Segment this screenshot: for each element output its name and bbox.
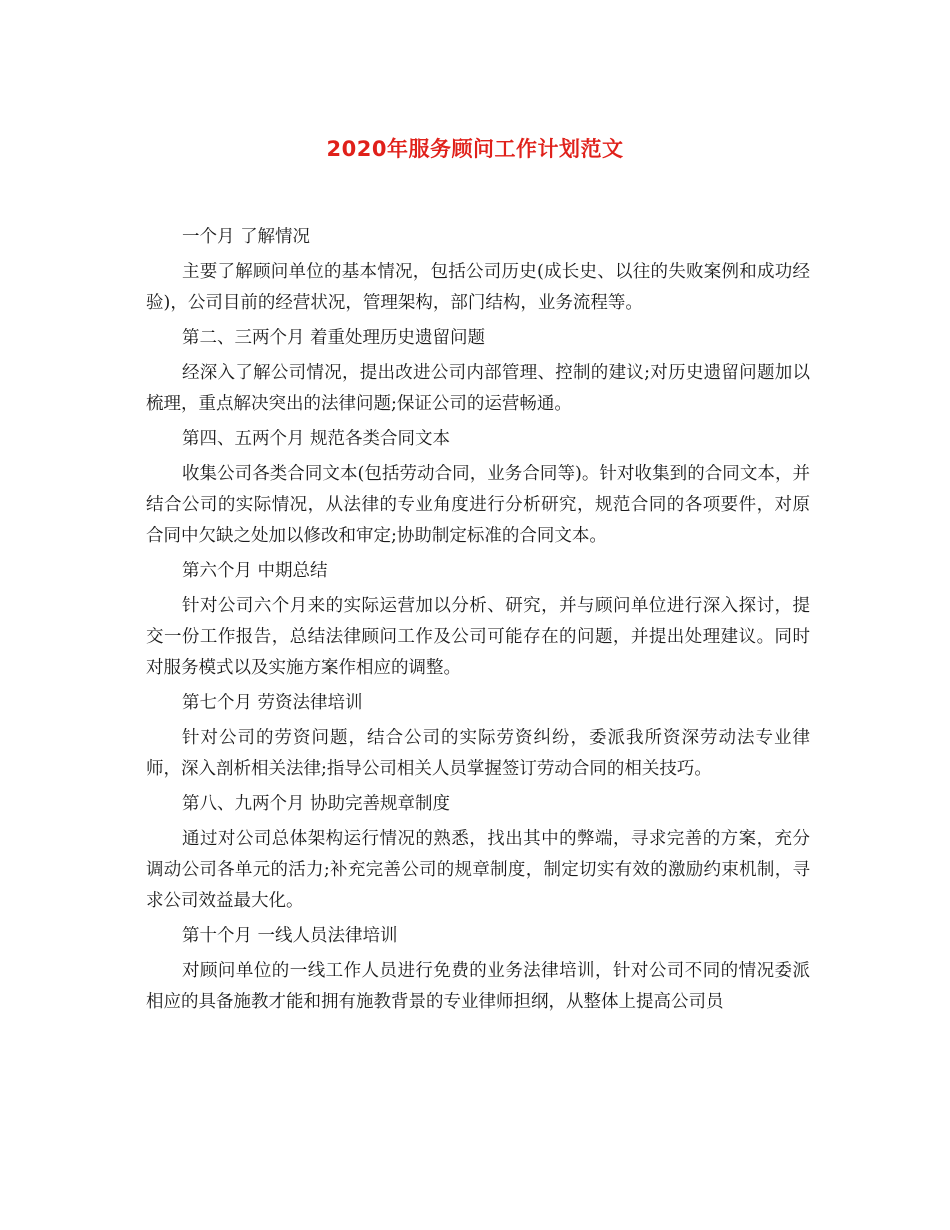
body-paragraph: 主要了解顾问单位的基本情况，包括公司历史(成长史、以往的失败案例和成功经验)，公司目前的经营状况，管理架构，部门结构，业务流程等。 bbox=[146, 262, 810, 313]
section-heading-month-7: 第七个月 劳资法律培训 bbox=[182, 693, 363, 713]
body-paragraph: 经深入了解公司情况，提出改进公司内部管理、控制的建议;对历史遗留问题加以梳理，重点解决突出的法律问题;保证公司的运营畅通。 bbox=[146, 363, 810, 414]
section-heading-month-6: 第六个月 中期总结 bbox=[182, 561, 328, 581]
section-heading-month-8-9: 第八、九两个月 协助完善规章制度 bbox=[182, 794, 451, 814]
document-title: 2020年服务顾问工作计划范文 bbox=[326, 137, 624, 161]
section-heading-month-10: 第十个月 一线人员法律培训 bbox=[182, 926, 398, 946]
document-body bbox=[146, 222, 810, 1018]
body-paragraph: 针对公司的劳资问题，结合公司的实际劳资纠纷，委派我所资深劳动法专业律师，深入剖析相关法律;指导公司相关人员掌握签订劳动合同的相关技巧。 bbox=[146, 728, 810, 779]
body-paragraph: 收集公司各类合同文本(包括劳动合同，业务合同等)。针对收集到的合同文本，并结合公司的实际情况，从法律的专业角度进行分析研究，规范合同的各项要件，对原合同中欠缺之处加以修改和审定;协助制定标准的合同文本。 bbox=[146, 464, 810, 546]
section-heading-month-1: 一个月 了解情况 bbox=[182, 227, 311, 247]
body-paragraph: 针对公司六个月来的实际运营加以分析、研究，并与顾问单位进行深入探讨，提交一份工作报告，总结法律顾问工作及公司可能存在的问题，并提出处理建议。同时对服务模式以及实施方案作相应的调整。 bbox=[146, 596, 810, 678]
body-paragraph: 对顾问单位的一线工作人员进行免费的业务法律培训，针对公司不同的情况委派相应的具备施教才能和拥有施教背景的专业律师担纲，从整体上提高公司员 bbox=[146, 961, 810, 1012]
body-paragraph: 通过对公司总体架构运行情况的熟悉，找出其中的弊端，寻求完善的方案，充分调动公司各单元的活力;补充完善公司的规章制度，制定切实有效的激励约束机制，寻求公司效益最大化。 bbox=[146, 829, 810, 911]
section-heading-month-2-3: 第二、三两个月 着重处理历史遗留问题 bbox=[182, 328, 486, 348]
section-heading-month-4-5: 第四、五两个月 规范各类合同文本 bbox=[182, 429, 451, 449]
